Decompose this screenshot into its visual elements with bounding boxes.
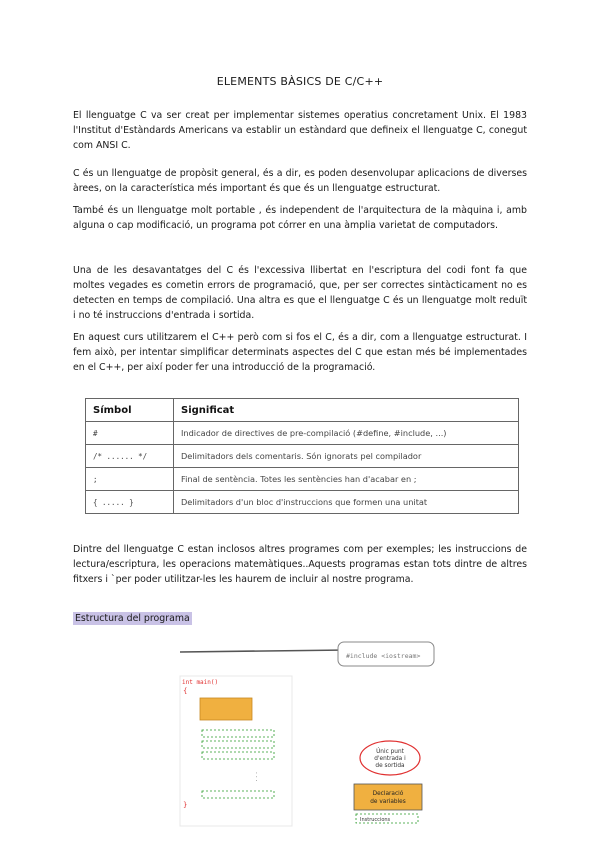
paragraph-intro: El llenguatge C va ser creat per implementar sistemes operatius concretament Unix. El 1983 l'Institut d'Estàndards Americans va establir un estàndard que defineix el llenguatge C, conegut com ANSI C. (73, 110, 527, 151)
table-cell-symbol: ; (86, 468, 174, 491)
declaration-block (200, 698, 252, 720)
instruction-block (202, 730, 274, 737)
paragraph-portable: També és un llenguatge molt portable , és independent de l'arquitectura de la màquina i, amb alguna o cap modificació, un programa pot córrer en una àmplia varietat de computadors. (73, 205, 527, 231)
instr-label: Instruccions (360, 817, 391, 823)
oval-label-line-1: Únic punt (376, 749, 404, 755)
table-row (86, 445, 519, 468)
close-brace: } (183, 801, 188, 809)
table-cell-symbol: /* ...... */ (86, 445, 174, 468)
instruction-block (202, 752, 274, 759)
table-header-symbol: Símbol (86, 399, 174, 422)
table-header-meaning: Significat (174, 399, 519, 422)
table-cell-meaning: Delimitadors d'un bloc d'instruccions que formen una unitat (174, 491, 519, 514)
decl-label-line-1: Declaració (372, 791, 404, 797)
table-header-row (86, 399, 519, 422)
table-cell-meaning: Final de sentència. Totes les sentències han d'acabar en ; (174, 468, 519, 491)
declaration-legend-box (354, 784, 422, 810)
main-label: int main() (182, 679, 219, 686)
table-row (86, 491, 519, 514)
callout-arrow-line (180, 650, 348, 652)
instruction-block (202, 791, 274, 798)
table-cell-symbol: { ..... } (86, 491, 174, 514)
instruction-block (202, 741, 274, 748)
paragraph-general-purpose: C és un llenguatge de propòsit general, és a dir, es poden desenvolupar aplicacions de diverses àrees, on la característica més important és que és un llenguatge estructurat. (73, 168, 527, 194)
oval-label-line-2: d'entrada i (374, 756, 406, 762)
document-title: ELEMENTS BÀSICS DE C/C++ (216, 75, 384, 88)
decl-label-line-2: de variables (370, 799, 406, 805)
include-label: #include <iostream> (346, 652, 421, 660)
paragraph-course: En aquest curs utilitzarem el C++ però com si fos el C, és a dir, com a llenguatge estructurat. I fem això, per intentar simplificar determinats aspectes del C que estan més bé implementades en el C++, per així poder fer una introducció de la programació. (73, 332, 527, 373)
paragraph-libraries: Dintre del llenguatge C estan inclosos altres programes com per exemples; les instruccions de lectura/escriptura, les operacions matemàtiques..Aquests programas estan tots dintre de altres fitxers i `per poder utilitzar-les les haurem de incluir al nostre programa. (73, 544, 527, 585)
open-brace: { (183, 687, 188, 695)
section-heading: Estructura del programa (75, 613, 190, 624)
oval-label-line-3: de sortida (375, 763, 405, 769)
paragraph-disadvantages: Una de les desavantatges del C és l'excessiva llibertat en l'escriptura del codi font fa que moltes vegades es cometin errors de programació, que, per ser correctes sintàcticament no es detecten en temps de compilació. Una altra es que el llenguatge C és un llenguatge molt reduït i no té instruccions d'entrada i sortida. (73, 265, 527, 321)
table-cell-symbol: # (86, 422, 174, 445)
table-row (86, 468, 519, 491)
program-structure-diagram (170, 640, 440, 830)
table-cell-meaning: Delimitadors dels comentaris. Són ignorats pel compilador (174, 445, 519, 468)
symbols-table (85, 398, 519, 514)
table-cell-meaning: Indicador de directives de pre-compilació (#define, #include, ...) (174, 422, 519, 445)
table-row (86, 422, 519, 445)
continuation-dots: . . . (254, 772, 261, 782)
